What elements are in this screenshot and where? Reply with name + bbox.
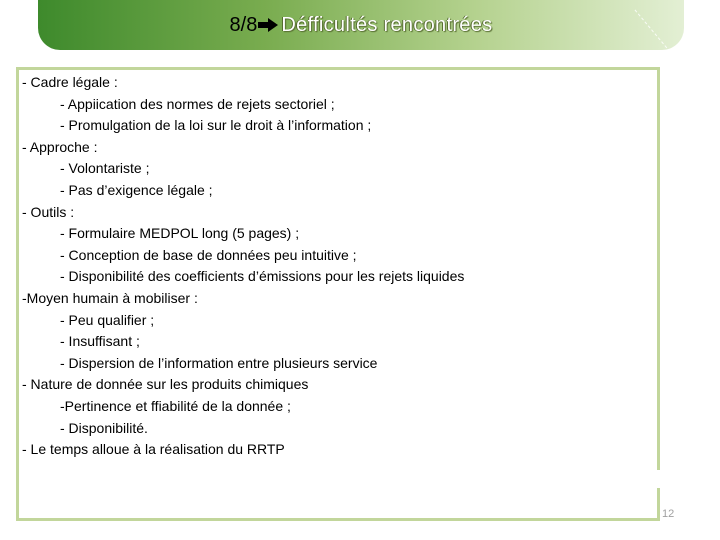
content-box-gap <box>656 470 664 488</box>
list-item: - Le temps alloue à la réalisation du RRTP <box>22 441 285 458</box>
arrow-right-icon <box>258 18 278 32</box>
page-number: 12 <box>662 508 675 520</box>
sub-list-item: - Promulgation de la loi sur le droit à l’information ; <box>60 117 372 134</box>
list-item: - Outils : <box>22 203 75 220</box>
sub-list-item: - Appiication des normes de rejets sectoriel ; <box>60 95 335 112</box>
sub-list-item: - Conception de base de données peu intuitive ; <box>60 246 357 263</box>
sub-list-item: - Dispersion de l’information entre plusieurs service <box>60 354 378 371</box>
sub-list-item: -Pertinence et ffiabilité de la donnée ; <box>60 397 291 414</box>
sub-list-item: - Formulaire MEDPOL long (5 pages) ; <box>60 225 300 242</box>
sub-list-item: - Disponibilité des coefficients d’émissions pour les rejets liquides <box>60 268 465 285</box>
content-list <box>22 72 464 461</box>
sub-list-item: - Insuffisant ; <box>60 333 140 350</box>
slide-counter: 8/8 <box>229 14 258 36</box>
list-item: -Moyen humain à mobiliser : <box>22 289 198 306</box>
list-item: - Nature de donnée sur les produits chimiques <box>22 376 309 393</box>
sub-list-item: - Peu qualifier ; <box>60 311 155 328</box>
sub-list-item: - Pas d’exigence légale ; <box>60 181 213 198</box>
list-item: - Cadre légale : <box>22 74 118 90</box>
title-banner <box>38 0 684 50</box>
title-label: Défficultés rencontrées <box>281 14 493 36</box>
slide-title <box>38 12 684 38</box>
sub-list-item: - Disponibilité. <box>60 419 148 436</box>
list-item: - Approche : <box>22 138 98 155</box>
sub-list-item: - Volontariste ; <box>60 160 150 177</box>
